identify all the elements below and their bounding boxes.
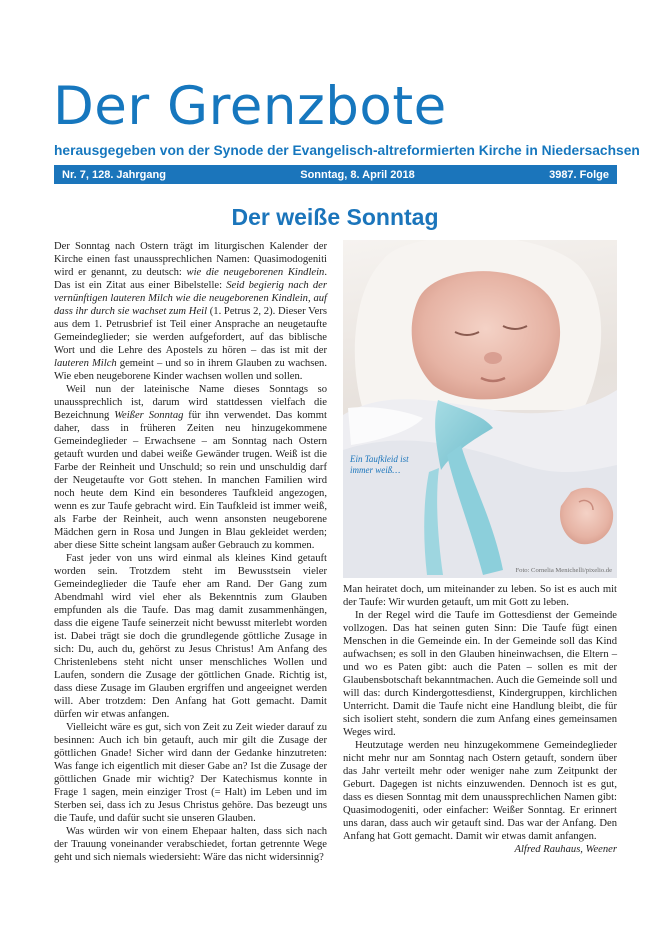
article-paragraph: Der Sonntag nach Ostern trägt im liturgischen Kalender der Kirche einen fast unaussprechlichen Namen: Quasimodogeniti wird er genannt, zu deutsch: wie die neugeborenen Kindlein. Das ist ein Zitat aus einer Bibelstelle: Seid begierig nach der vernünftigen lauteren Milch wie die neugeborenen Kindlein, auf dass ihr durch sie wachset zum Heil (1. Petrus 2, 2). Dieser Vers aus dem 1. Petrusbrief ist Teil einer Ansprache an neugetaufte Gemeindeglieder; sie werden aufgefordert, auf das biblische Wort und die Lehre des Apostels zu hören – das ist mit der lauteren Milch gemeint – und so in ihrem Glauben zu wachsen. Wie eben neugeborene Kinder wachsen wollen und sollen. xyxy=(54,241,328,382)
article-paragraph: Fast jeder von uns wird einmal als kleines Kind getauft worden sein. Trotzdem steht im Bewusstsein vieler Gemeindeglieder die Taufe eher am Rand. Der Gang zum Abendmahl wird viel eher als Bekenntnis zum Glauben empfunden als die Taufe. Das mag damit zusammenhängen, dass die eigene Taufe seinerzeit nicht bewusst miterlebt worden ist. Dabei trägt sie doch die grundlegende göttliche Zusage in sich: Du, auch du, gehörst zu Jesus Christus! Am Anfang des Christenlebens steht nicht unser menschliches Wollen und Laufen, sondern die Zusage der göttlichen Gnade. Richtig ist, dass diese Zusage im Glauben ergriffen und angeeignet werden will. Aber trotzdem: Den Anfang hat Gott gemacht. Damit dürfen wir etwas anfangen. xyxy=(54,553,327,720)
masthead-subtitle: herausgegeben von der Synode der Evangelisch-altreformierten Kirche in Niedersachsen xyxy=(54,143,640,158)
article-title: Der weiße Sonntag xyxy=(231,204,439,230)
article-paragraph: Was würden wir von einem Ehepaar halten, dass sich nach der Trauung voneinander verabschiedet, fortan getrennte Wege geht und sich niemals wiedersieht: Wäre das nicht widersinnig? xyxy=(54,826,327,863)
author-signature: Alfred Rauhaus, Weener xyxy=(514,844,617,855)
article-column-left xyxy=(54,240,327,864)
masthead-title: Der Grenzbote xyxy=(53,76,447,137)
issue-bar xyxy=(54,165,617,184)
baby-illustration xyxy=(343,240,617,578)
article-paragraph: Vielleicht wäre es gut, sich von Zeit zu Zeit wieder darauf zu besinnen: Auch ich bin getauft, auch mir gilt die Zusage der göttlichen Gnade! Sicher wird dann der Gedanke hinzutreten: Was fange ich eigentlich mit dieser Gabe an? Ist die Zusage der göttlichen Gnade mir wichtig? Der Katechismus konnte in Frage 1 sagen, mein einziger Trost (= Halt) im Leben und im Sterben sei, dass ich zu Jesus Christus gehöre. Das bezeugt uns die Taufe, und dafür sucht sie unseren Glauben. xyxy=(54,722,327,824)
article-paragraph: In der Regel wird die Taufe im Gottesdienst der Gemeinde vollzogen. Das hat seinen guten Sinn: Die Taufe fügt einen Menschen in die Gemeinde ein. In der Gemeinde soll das Kind aufwachsen; es soll in den Glauben hineinwachsen, die Eltern – und wo es Paten gibt: auch die Paten – sollen es mit der Glaubensbotschaft bekanntmachen. Auch die Gemeinde soll und will das: durch Kindergottesdienst, Kindergruppen, kirchlichen Unterricht. Damit die Taufe nicht eine Handlung bleibt, die für sich isoliert steht, sondern die zum Anfang eines gemeinsamen Weges wird. xyxy=(343,610,617,738)
photo-caption: Ein Taufkleid ist immer weiß… xyxy=(350,454,409,475)
baby-photo xyxy=(343,240,617,578)
article-paragraph: Man heiratet doch, um miteinander zu leben. So ist es auch mit der Taufe: Wir wurden getauft, um mit Gott zu leben. xyxy=(343,584,617,608)
article-paragraph: Weil nun der lateinische Name dieses Sonntags so unaussprechlich ist, darum wird stattdessen vielfach die Bezeichnung Weißer Sonntag für ihn verwendet. Das kommt daher, dass in früheren Zeiten neu hinzugekommene Gemeindeglieder – Erwachsene – am Sonntag nach Ostern getauft wurden und dabei weiße Gewänder trugen. Weiß ist die Farbe der Reinheit und Unschuld; so rein und unschuldig darf der Neugetaufte vor Gott stehen. In manchen Familien wird noch heute dem Kind ein besonderes Taufkleid angezogen, wenn es zur Taufe gebracht wird. Ein Taufkleid ist immer weiß, als Farbe der Reinheit, auch wenn ansonsten neugeborene Mädchen gern in Rosa und Jungen in Blau gekleidet werden; aber diese Sitte scheint langsam außer Gebrauch zu kommen. xyxy=(54,384,327,551)
article-paragraph: Heutzutage werden neu hinzugekommene Gemeindeglieder nicht mehr nur am Sonntag nach Ostern getauft, sondern über das Jahr verteilt mehr oder weniger nahe zum Zeitpunkt der Geburt. Dagegen ist nichts einzuwenden. Dennoch ist es gut, dass es diesen Sonntag mit dem unaussprechlichen Namen gibt: Quasimodogeniti, oder einfacher: Weißer Sonntag. Er erinnert uns daran, dass auch wir getauft sind. Das war der Anfang. Den Anfang hat Gott gemacht. Damit wir etwas damit anfangen. xyxy=(343,740,617,842)
issue-number: Nr. 7, 128. Jahrgang xyxy=(62,168,166,181)
issue-date: Sonntag, 8. April 2018 xyxy=(300,168,415,181)
issue-sequence: 3987. Folge xyxy=(549,168,609,181)
photo-credit: Foto: Cornelia Menichelli/pixelio.de xyxy=(515,567,612,574)
article-column-right xyxy=(343,583,617,856)
